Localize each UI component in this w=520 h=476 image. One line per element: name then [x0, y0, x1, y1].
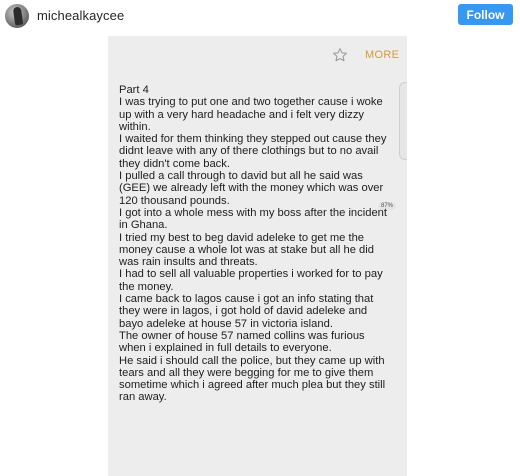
scroll-handle[interactable]	[399, 82, 407, 160]
avatar[interactable]	[5, 4, 29, 28]
follow-button[interactable]: Follow	[458, 4, 513, 25]
post-image	[108, 36, 407, 476]
username[interactable]: michealkaycee	[37, 8, 125, 23]
note-paragraph: I tried my best to beg david adeleke to get me the money cause a whole lot was at stake but all he did was rain insults and threats.	[119, 231, 374, 269]
note-paragraph: I pulled a call through to david but all he said was (GEE) we already left with the money which was over 120 thousand pounds.	[119, 170, 384, 207]
note-paragraph: I waited for them thinking they stepped out cause they didnt leave with any of there clothings but to no avail they didn't come back.	[119, 133, 387, 170]
note-paragraph: I came back to lagos cause i got an info stating that they were in lagos, i got hold of david adeleke and bayo adeleke at house 57 in victoria island.	[119, 293, 374, 330]
note-body	[119, 84, 391, 404]
more-button[interactable]: MORE	[365, 49, 400, 61]
note-paragraph: He said i should call the police, but they came up with tears and all they were begging for me to give them sometime which i agreed after much plea but they still ran away.	[119, 354, 386, 404]
note-paragraph: The owner of house 57 named collins was furious when i explained in full details to everyone.	[119, 329, 365, 355]
zoom-level-badge: 87%	[378, 202, 396, 210]
note-toolbar	[108, 36, 407, 76]
note-paragraph: I got into a whole mess with my boss after the incident in Ghana.	[119, 206, 388, 232]
post-header	[0, 0, 520, 32]
note-paragraph: I had to sell all valuable properties i worked for to pay the money.	[119, 268, 383, 293]
star-outline-icon[interactable]	[332, 47, 348, 63]
note-paragraph: I was trying to put one and two together cause i woke up with a very hard headache and i felt very dizzy within.	[119, 96, 383, 133]
note-title: Part 4	[119, 84, 149, 96]
